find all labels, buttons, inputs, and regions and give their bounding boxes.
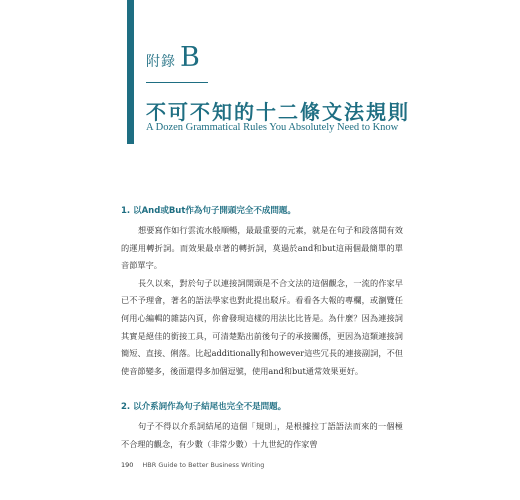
running-footer-title: HBR Guide to Better Business Writing xyxy=(142,461,265,469)
body-paragraph: 想要寫作如行雲流水般順暢，最最重要的元素，就是在句子和段落間有效的運用轉折詞。而效果最卓著的轉折詞，莫過於and和but這兩個最簡單的單音節單字。 xyxy=(121,225,403,271)
page-number: 190 xyxy=(121,461,134,469)
body-paragraph: 長久以來，對於句子以連接詞開頭是不合文法的這個觀念，一流的作家早已不予理會，著名的語法學家也對此提出駁斥。看看各大報的專欄，或瀏覽任何用心編輯的雜誌內頁，你會發現這樣的用法比比皆是。為什麼？因為連接詞其實是絕佳的銜接工具，可清楚點出前後句子的承接關係，更因為這類連接詞簡短、直接、俐落。比起additionally和however這些冗長的連接副詞，不但使音節變多，後面還得多加個逗號，使用and和but通常效果更好。 xyxy=(121,277,403,376)
rule-heading: 2. 以介系詞作為句子結尾也完全不是問題。 xyxy=(121,402,287,412)
chapter-accent-bar xyxy=(127,0,134,144)
chapter-subtitle: A Dozen Grammatical Rules You Absolutely Need to Know xyxy=(146,122,399,133)
appendix-label xyxy=(146,42,200,73)
rule-heading: 1. 以And或But作為句子開頭完全不成問題。 xyxy=(121,206,296,216)
body-paragraph: 句子不得以介系詞結尾的這個「規則」，是根據拉丁語語法而來的一個極不合理的觀念，有少數（非常少數）十九世紀的作家曾 xyxy=(121,421,403,449)
rule-section-2 xyxy=(121,400,403,453)
appendix-prefix: 附錄 xyxy=(146,54,176,70)
page-footer xyxy=(121,461,264,469)
rule-section-1 xyxy=(121,204,403,380)
appendix-letter: B xyxy=(180,42,200,73)
chapter-title: 不可不知的十二條文法規則 xyxy=(146,100,410,124)
title-divider xyxy=(146,82,208,83)
